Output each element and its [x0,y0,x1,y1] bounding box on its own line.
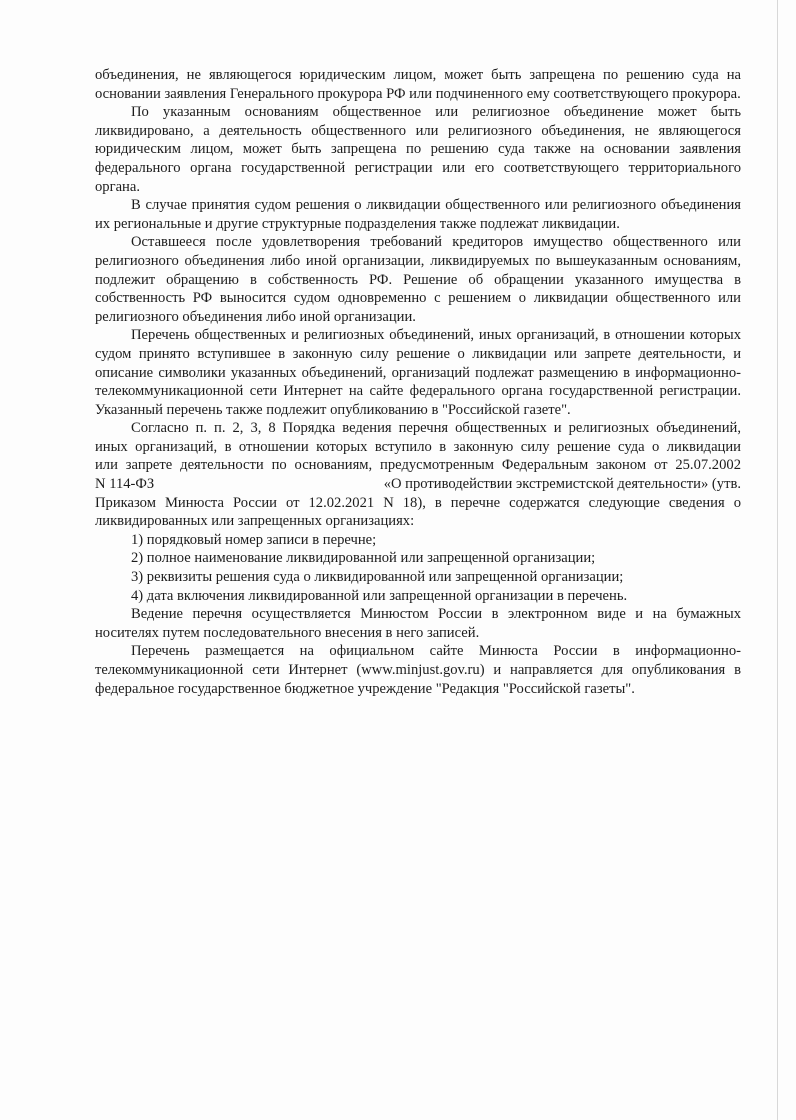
list-item: 1) порядковый номер записи в перечне; [131,531,377,548]
paragraph-1: объединения, не являющегося юридическим лицом, может быть запрещена по решению суда на основании заявления Генерального прокурора РФ или подчиненного ему соответствующего прокурора. [95,67,741,102]
paragraph-6-line-3: или запрете деятельности по основаниям, предусмотренным Федеральным законом от 25.07.2002 [95,457,741,474]
paragraph-closing-2: Перечень размещается на официальном сайте Минюста России в информационно-телекоммуникационной сети Интернет (www.minjust.gov.ru) и направляется для опубликования в федеральное государственное бюджетное учреждение "Редакция "Российской газеты". [95,643,741,697]
law-title: «О противодействии экстремистской деятельности» (утв. [383,476,741,493]
paragraph-6-line-5: Приказом Минюста России от 12.02.2021 N 18), в перечне содержатся следующие сведения о [95,494,741,511]
paragraph-6-line-4 [95,475,741,494]
paragraph-6-line-2: иных организаций, в отношении которых вступило в законную силу решение суда о ликвидации [95,438,741,455]
paragraph-2: По указанным основаниям общественное или религиозное объединение может быть ликвидировано, а деятельность общественного или религиозного объединения, не являющегося юридическим лицом, может быть запрещена по решению суда также на основании заявления федерального органа государственной регистрации или его соответствующего территориального органа. [95,104,741,195]
paragraph-4: Оставшееся после удовлетворения требований кредиторов имущество общественного или религиозного объединения либо иной организации, ликвидируемых по вышеуказанным основаниям, подлежит обращению в собственность РФ. Решение об обращении указанного имущества в собственность РФ выносится судом одновременно с решением о ликвидации общественного или религиозного объединения либо иной организации. [95,234,741,325]
paragraph-6-line-1: Согласно п. п. 2, 3, 8 Порядка ведения перечня общественных и религиозных объединений, [131,420,741,437]
document-body [95,66,741,698]
paragraph-5: Перечень общественных и религиозных объединений, иных организаций, в отношении которых судом принято вступившее в законную силу решение о ликвидации или запрете деятельности, и описание символики указанных объединений, организаций подлежат размещению в информационно-телекоммуникационной сети Интернет на сайте федерального органа государственной регистрации. Указанный перечень также подлежит опубликованию в "Российской газете". [95,327,741,418]
law-number: N 114-ФЗ [95,476,155,493]
paragraph-closing-1: Ведение перечня осуществляется Минюстом России в электронном виде и на бумажных носителях путем последовательного внесения в него записей. [95,606,741,641]
list-item: 2) полное наименование ликвидированной или запрещенной организации; [131,550,596,567]
paragraph-3: В случае принятия судом решения о ликвидации общественного или религиозного объединения их региональные и другие структурные подразделения также подлежат ликвидации. [95,197,741,232]
paragraph-6 [95,419,741,531]
paragraph-6-line-6: ликвидированных или запрещенных организациях: [95,513,415,530]
list-item: 3) реквизиты решения суда о ликвидированной или запрещенной организации; [131,569,624,586]
scan-edge-line [777,0,778,1120]
list-item: 4) дата включения ликвидированной или запрещенной организации в перечень. [131,587,628,604]
